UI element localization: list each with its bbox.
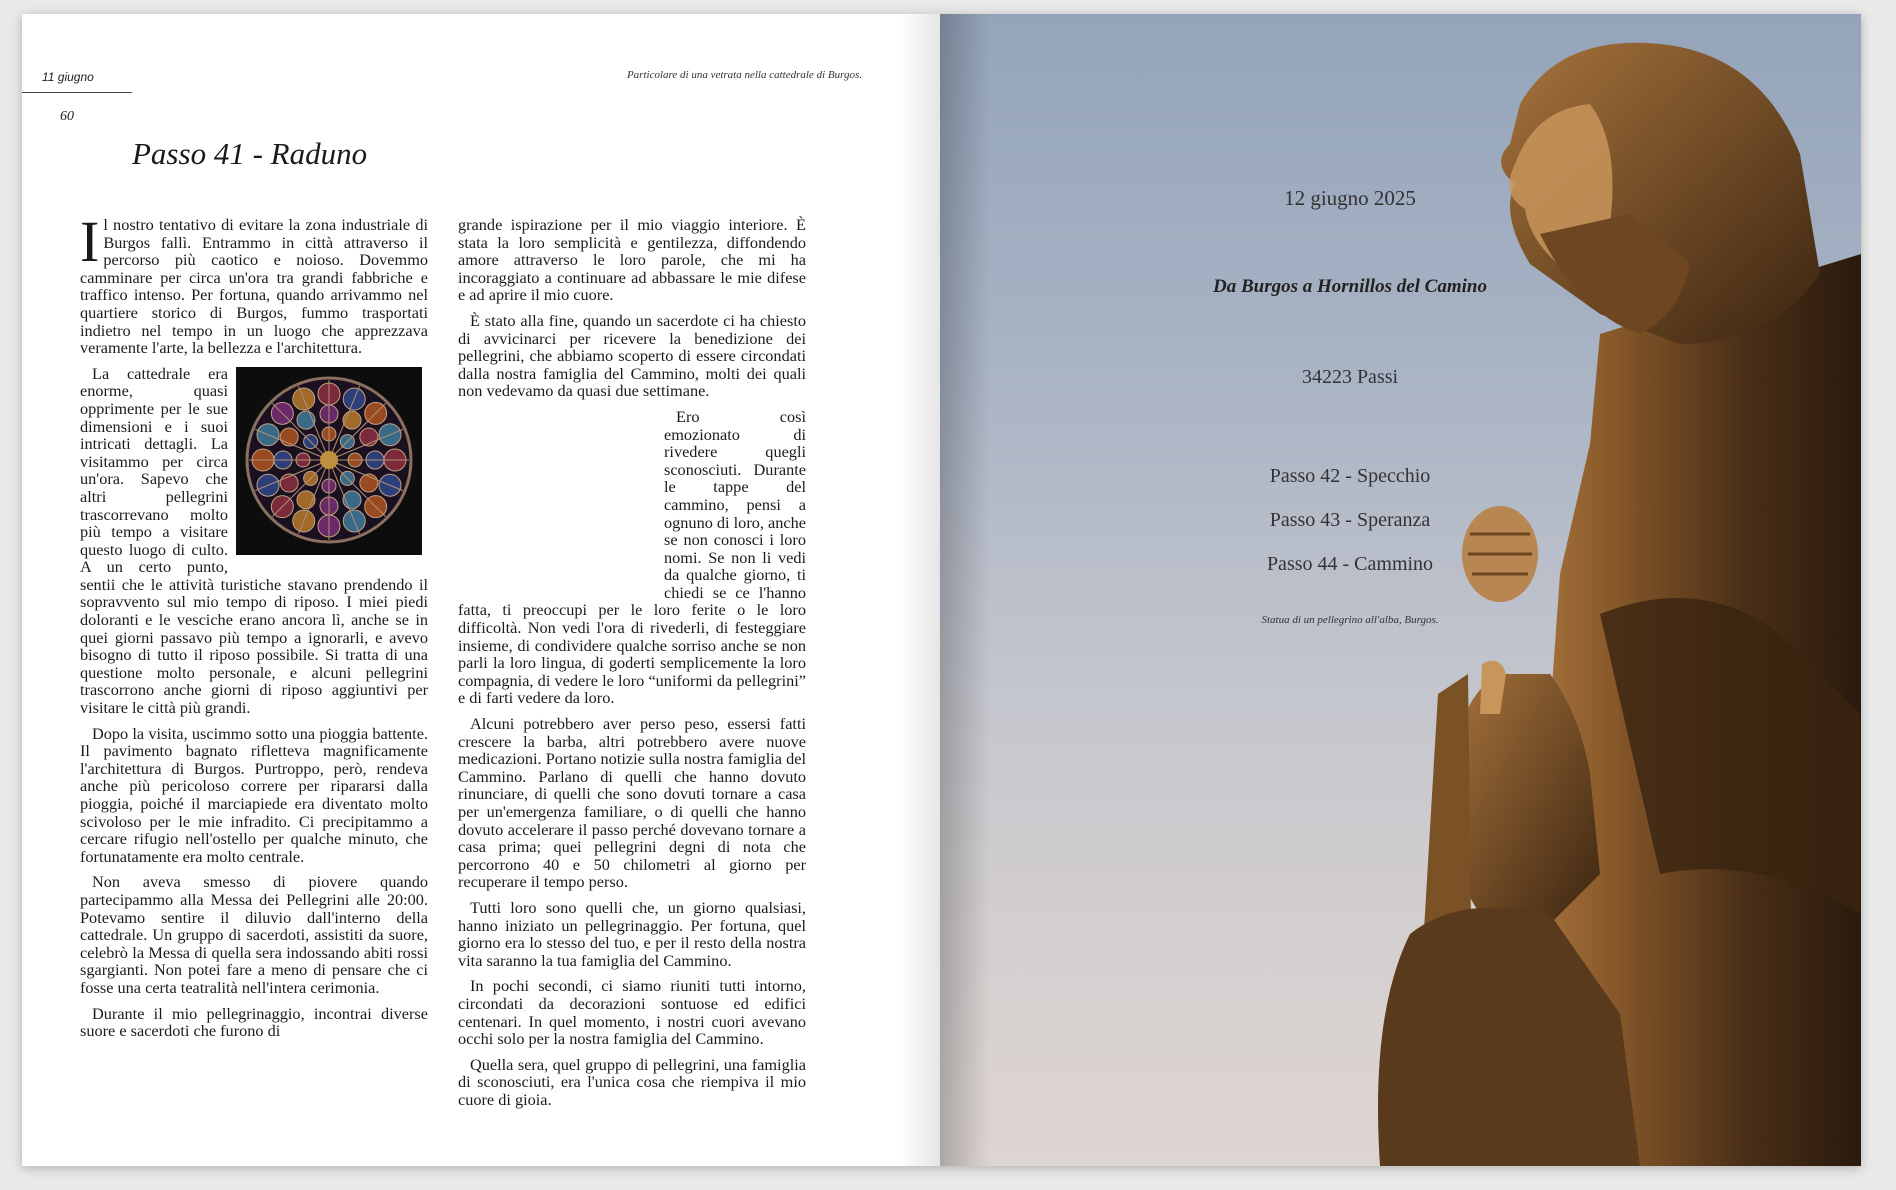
paragraph: Non aveva smesso di piovere quando partecipammo alla Messa dei Pellegrini alle 20:00. Potevamo sentire il diluvio dall'interno della cattedrale. Un gruppo di sacerdoti, assistiti da suore, celebrò la Messa di quella sera indossando abiti rossi sgargianti. Non potei fare a meno di pensare che ci fosse una certa teatralità nell'intera cerimonia. [80, 872, 428, 997]
running-header-date: 11 giugno [42, 70, 94, 84]
paragraph: Alcuni potrebbero aver perso peso, essersi fatti crescere la barba, altri potrebbero avere nuove medicazioni. Portano notizie sulla nostra famiglia del Cammino. Parlano di quelli che hanno dovuto rinunciare, di quelli che sono dovuti tornare a casa per un'emergenza familiare, o di quelli che hanno dovuto accelerare il passo perché dovevano tornare a casa prima; quei pellegrini degni di nota che percorrono 40 e 50 chilometri al giorno per recuperare il tempo perso. [458, 714, 806, 892]
running-header-caption: Particolare di una vetrata nella cattedrale di Burgos. [626, 69, 862, 81]
paragraph: La cattedrale era enorme, quasi opprimente per le sue dimensioni e i suoi intricati dettagli. La visitammo per circa un'ora. Sapevo che altri pellegrini trascorrevano molto più tempo a visitare questo luogo di culto. A un certo punto, sentii che le attività turistiche stavano prendendo il sopravvento sul mio tempo di riposo. I miei piedi doloranti e le vesciche erano ancora lì, anche se in quei giorni passavo più tempo a ignorarli, e avevo bisogno di tutto il riposo possibile. Si tratta di una questione molto personale, e alcuni pellegrini trascorrono anche giorni di riposo aggiuntivi per visitare le città più grandi. [80, 363, 428, 718]
paragraph: Dopo la visita, uscimmo sotto una pioggia battente. Il pavimento bagnato rifletteva magnificamente l'architettura di Burgos. Purtroppo, però, rendeva anche più pericoloso correre per ripararsi dalla pioggia, poiché il marciapiede era diventato molto scivoloso per le mie infradito. Ci precipitammo a cercare rifugio nell'ostello per qualche minuto, che fortunatamente era molto centrale. [80, 723, 428, 866]
chapter-list [1170, 454, 1530, 586]
rose-window-icon [244, 375, 414, 545]
paragraph: Quella sera, quel gruppo di pellegrini, una famiglia di sconosciuti, era l'unica cosa che riempiva il mio cuore di gioia. [458, 1054, 806, 1109]
paragraph: Il nostro tentativo di evitare la zona industriale di Burgos fallì. Entrammo in città attraverso il percorso più caotico e noioso. Dovemmo camminare per circa un'ora tra grandi fabbriche e traffico intenso. Per fortuna, quando arrivammo nel quartiere storico di Burgos, fummo trasportati indietro nel tempo in un luogo che apprezzava veramente l'arte, la bellezza e l'architettura. [80, 209, 428, 358]
journal-date: 12 giugno 2025 [1284, 186, 1416, 210]
paragraph: grande ispirazione per il mio viaggio interiore. È stata la loro semplicità e gentilezza, diffondendo amore attraverso le loro parole, che mi ha incoraggiato a continuare ad abbassare le mie difese e ad aprire il mio cuore. [458, 215, 806, 305]
header-rule [22, 92, 132, 93]
chapter-list-item: Passo 44 - Cammino [1266, 553, 1434, 575]
chapter-list-item: Passo 43 - Speranza [1269, 509, 1431, 531]
paragraph: In pochi secondi, ci siamo riuniti tutti intorno, circondati da decorazioni sontuose ed edifici centenari. In quel momento, i nostri cuori avevano occhi solo per la nostra famiglia del Cammino. [458, 976, 806, 1049]
route-title: Da Burgos a Hornillos del Camino [1213, 276, 1487, 297]
paragraph: Tutti loro sono quelli che, un giorno qualsiasi, hanno iniziato un pellegrinaggio. Per fortuna, quel giorno era lo stesso del tuo, e per il resto della nostra vita saranno la tua famiglia del Cammino. [458, 897, 806, 970]
photo-caption: Statua di un pellegrino all'alba, Burgos. [1261, 614, 1439, 626]
paragraph: Durante il mio pellegrinaggio, incontrai diverse suore e sacerdoti che furono di [80, 1003, 428, 1041]
drop-cap: I [80, 209, 100, 274]
step-count: 34223 Passi [1301, 366, 1399, 388]
left-page [22, 14, 940, 1166]
text-column-left [80, 209, 428, 1048]
chapter-title: Passo 41 - Raduno [132, 136, 368, 171]
paragraph: È stato alla fine, quando un sacerdote ci ha chiesto di avvicinarci per ricevere la benedizione dei pellegrini, che abbiamo scoperto di essere circondati dalla nostra famiglia del Cammino, molti dei quali non vedevamo da quasi due settimane. [458, 310, 806, 401]
text-column-right [458, 216, 806, 1117]
book-spread [22, 14, 1861, 1166]
right-page [940, 14, 1861, 1166]
paragraph: Ero così emozionato di rivedere quegli sconosciuti. Durante le tappe del cammino, pensi a ognuno di loro, anche se non conosci i loro nomi. Se non li vedi da qualche giorno, ti chiedi se ce l'hanno fatta, ti preoccupi per le loro ferite o le loro difficoltà. Non vedi l'ora di rivederli, di festeggiare insieme, di condividere qualche sorriso anche se non parli la loro lingua, di goderti semplicemente la loro compagnia, di vedere le loro “uniformi da pellegrini” e di farti vedere da loro. [458, 406, 806, 708]
page-number: 60 [60, 109, 74, 124]
chapter-list-item: Passo 42 - Specchio [1269, 465, 1431, 487]
rose-window-image [236, 367, 422, 555]
